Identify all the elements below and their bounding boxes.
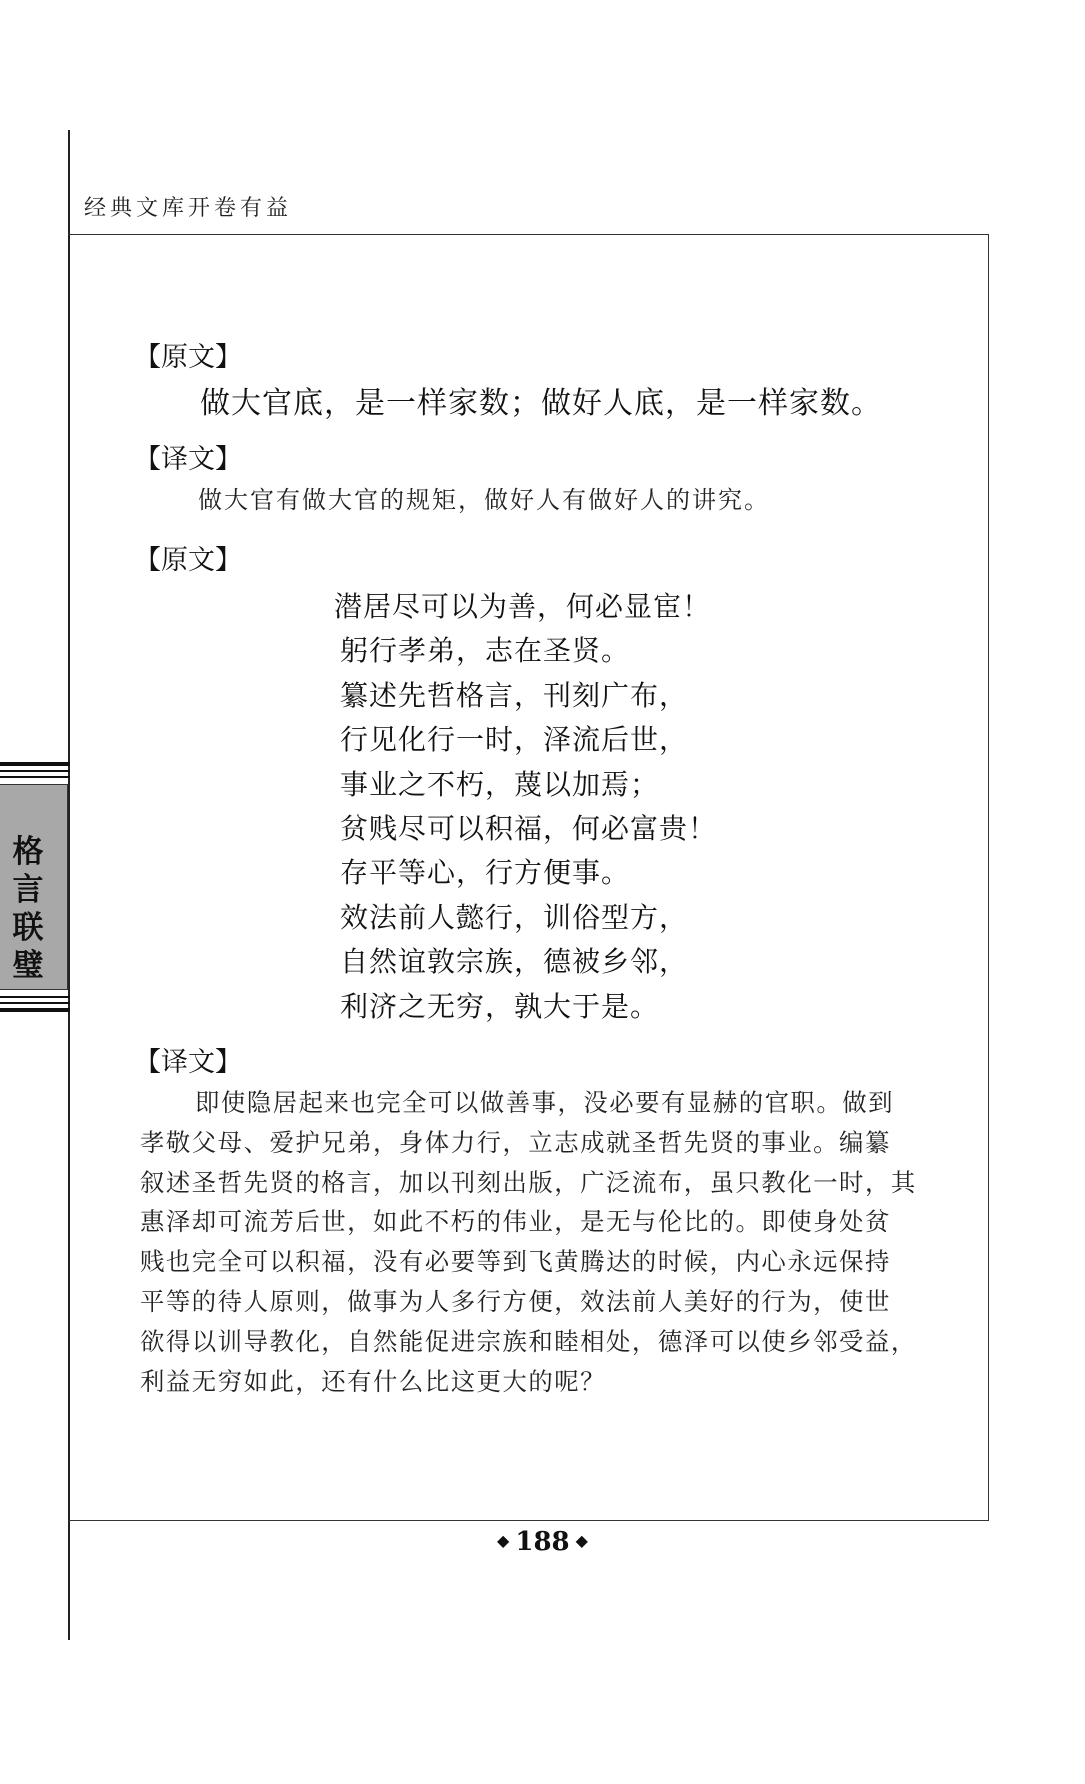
verse-line: 利济之无穷，孰大于是。 xyxy=(340,989,660,1023)
paragraph-line: 即使隐居起来也完全可以做善事，没必要有显赫的官职。做到 xyxy=(195,1088,895,1117)
running-head: 经典文库开卷有益 xyxy=(84,196,293,221)
verse-line: 纂述先哲格言，刊刻广布， xyxy=(340,678,689,712)
verse-line: 效法前人懿行，训俗型方， xyxy=(340,900,689,934)
paragraph-line: 孝敬父母、爱护兄弟，身体力行，立志成就圣哲先贤的事业。编纂 xyxy=(140,1127,891,1157)
paragraph-line: 平等的待人原则，做事为人多行方便，效法前人美好的行为，使世 xyxy=(140,1286,891,1316)
diamond-icon: ◆ xyxy=(575,1531,588,1550)
paragraph-line: 惠泽却可流芳后世，如此不朽的伟业，是无与伦比的。即使身处贫 xyxy=(140,1207,891,1237)
paragraph-line: 利益无穷如此，还有什么比这更大的呢？ xyxy=(140,1366,607,1396)
verse-line: 贫贱尽可以积福，何必富贵！ xyxy=(340,811,718,845)
tab-rule-bottom-thin xyxy=(0,996,70,998)
side-tab xyxy=(0,762,70,1012)
diamond-icon: ◆ xyxy=(497,1531,510,1550)
paragraph-line: 叙述圣哲先贤的格言，加以刊刻出版，广泛流布，虽只教化一时，其 xyxy=(140,1167,917,1197)
verse-line: 躬行孝弟，志在圣贤。 xyxy=(340,634,631,668)
verse-line: 潜居尽可以为善，何必显宦！ xyxy=(334,590,712,623)
verse-line: 事业之不朽，蔑以加焉； xyxy=(340,767,660,801)
tab-rule-bottom xyxy=(0,1008,70,1012)
paragraph-line: 欲得以训导教化，自然能促进宗族和睦相处，德泽可以使乡邻受益， xyxy=(140,1326,917,1356)
section-heading-translation-2: 【译文】 xyxy=(134,1047,242,1078)
tab-rule-bottom-thin-2 xyxy=(0,1002,70,1004)
side-tab-box xyxy=(0,784,68,990)
tab-rule-top-thin xyxy=(0,770,70,772)
tab-rule-top-thin-2 xyxy=(0,776,70,778)
paragraph-line: 贱也完全可以积福，没有必要等到飞黄腾达的时候，内心永远保持 xyxy=(140,1247,891,1277)
verse-line: 行见化行一时，泽流后世， xyxy=(340,723,689,757)
section-heading-original-2: 【原文】 xyxy=(134,545,242,576)
page-number-value: 188 xyxy=(515,1527,570,1557)
page-number xyxy=(0,1527,1085,1557)
verse-line: 存平等心，行方便事。 xyxy=(340,856,631,890)
original-verse xyxy=(334,585,717,1029)
side-tab-label: 格言联璧 xyxy=(12,834,44,984)
verse-line: 自然谊敦宗族，德被乡邻， xyxy=(340,945,689,979)
translation-text-1: 做大官有做大官的规矩，做好人有做好人的讲究。 xyxy=(198,486,770,514)
translation-paragraph xyxy=(140,1083,917,1401)
original-text-1: 做大官底，是一样家数；做好人底，是一样家数。 xyxy=(200,386,882,421)
tab-rule-top xyxy=(0,762,70,766)
section-heading-translation-1: 【译文】 xyxy=(134,444,242,475)
section-heading-original-1: 【原文】 xyxy=(134,342,242,373)
